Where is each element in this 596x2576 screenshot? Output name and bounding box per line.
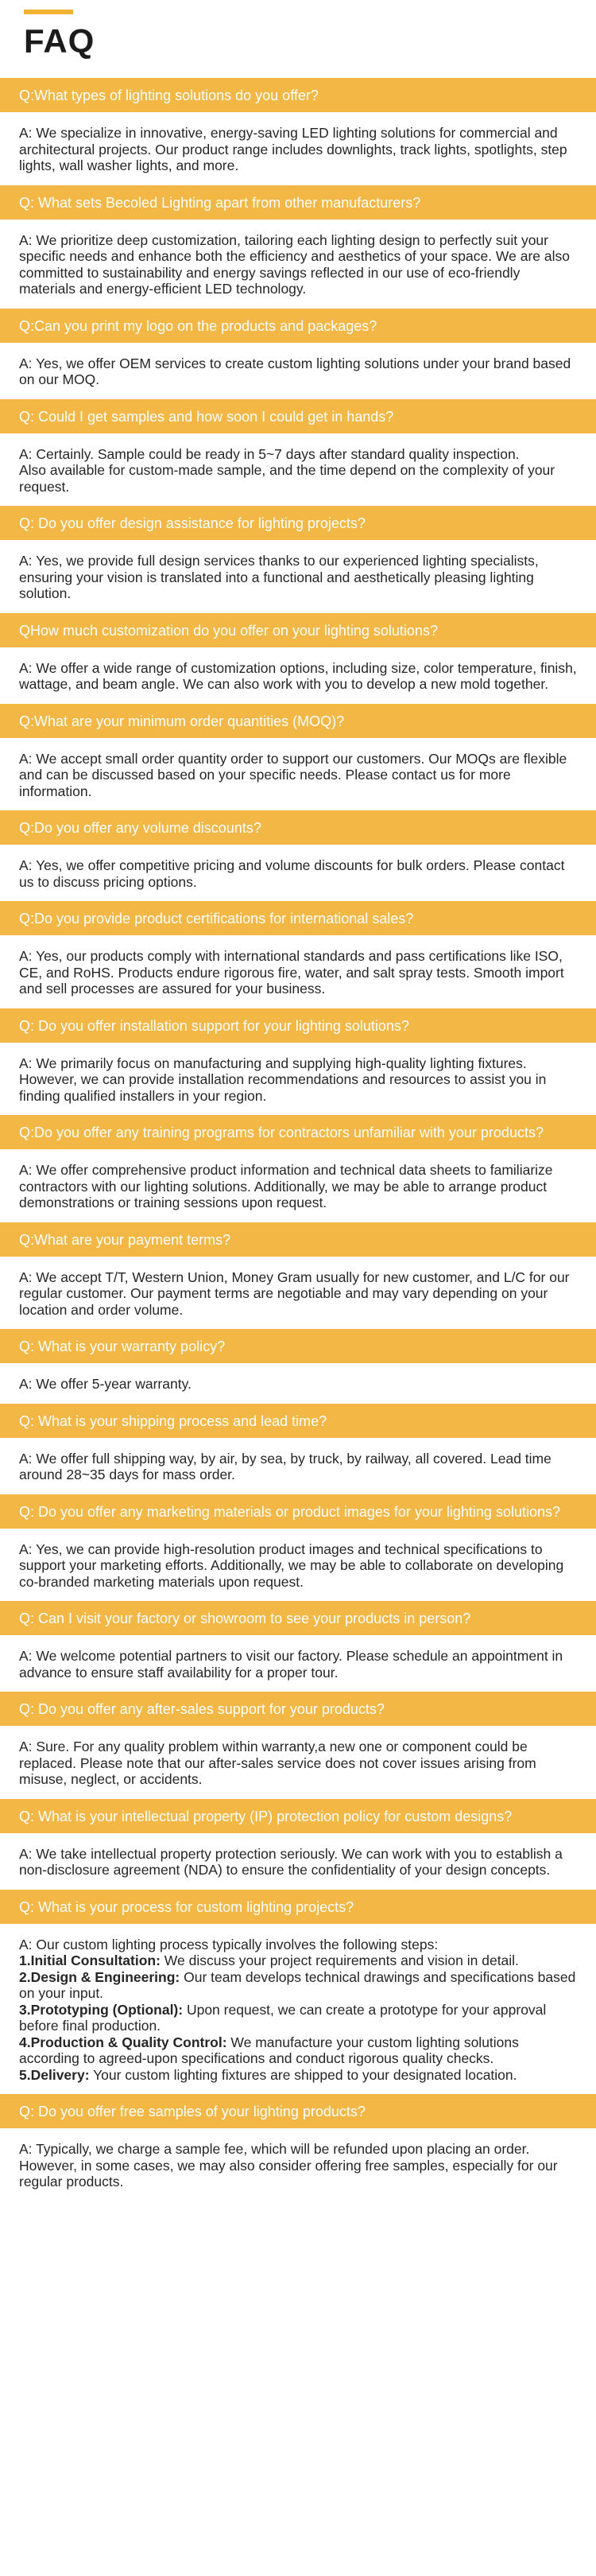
process-step-label: 1.Initial Consultation: xyxy=(19,1952,161,1968)
process-step-label: 4.Production & Quality Control: xyxy=(19,2034,227,2050)
faq-answer xyxy=(0,647,596,704)
faq-item xyxy=(0,810,596,901)
faq-question-text: Q: Could I get samples and how soon I could get in hands? xyxy=(19,408,394,425)
process-step xyxy=(19,1969,577,2002)
faq-answer-line: A: We offer 5-year warranty. xyxy=(19,1376,192,1392)
faq-question-text: Q: What sets Becoled Lighting apart from other manufacturers? xyxy=(19,194,421,211)
faq-answer xyxy=(0,1635,596,1692)
faq-item xyxy=(0,704,596,811)
faq-question-text: Q: Do you offer installation support for your lighting solutions? xyxy=(19,1017,409,1034)
process-step-label: 5.Delivery: xyxy=(19,2066,90,2083)
faq-question-text: Q:What are your minimum order quantities (MOQ)? xyxy=(19,713,345,729)
faq-answer xyxy=(0,845,596,901)
faq-answer xyxy=(0,1833,596,1890)
faq-answer-line: A: We prioritize deep customization, tailoring each lighting design to perfectly suit your specific needs and enhance both the efficiency and aesthetics of your space. We are also committed to sustainability and energy savings reflected in our use of eco-friendly materials and energy-efficient LED technology. xyxy=(19,231,570,297)
faq-question-text: Q: What is your process for custom lighting projects? xyxy=(19,1898,354,1915)
process-step-label: 2.Design & Engineering: xyxy=(19,1968,180,1985)
faq-question-bar[interactable] xyxy=(0,1115,596,1149)
faq-question-bar[interactable] xyxy=(0,613,596,647)
faq-question-bar[interactable] xyxy=(0,1890,596,1924)
faq-question-bar[interactable] xyxy=(0,1329,596,1363)
faq-question-text: Q: Do you offer design assistance for lighting projects? xyxy=(19,515,366,531)
faq-question-bar[interactable] xyxy=(0,810,596,845)
faq-answer xyxy=(0,1043,596,1116)
faq-answer-line: A: We accept T/T, Western Union, Money Gram usually for new customer, and L/C for our regular customer. Our payment terms are negotiable and may vary depending on your location and order volume. xyxy=(19,1269,570,1318)
faq-answer xyxy=(0,343,596,399)
faq-item xyxy=(0,1404,596,1494)
faq-answer xyxy=(0,540,596,613)
faq-question-bar[interactable] xyxy=(0,1692,596,1726)
title-accent-bar xyxy=(24,10,73,14)
faq-question-bar[interactable] xyxy=(0,1799,596,1833)
faq-answer-line: A: Sure. For any quality problem within warranty,a new one or component could be replaced. Please note that our after-sales service does not cover issues arising from misuse, neglect, or accidents. xyxy=(19,1739,536,1787)
faq-question-bar[interactable] xyxy=(0,1222,596,1257)
faq-item xyxy=(0,1222,596,1330)
faq-answer-line: A: We specialize in innovative, energy-saving LED lighting solutions for commercial and architectural projects. Our product range includes downlights, track lights, spotlights, step lights, wall washer lights, and more. xyxy=(19,125,567,173)
faq-answer-line: A: Typically, we charge a sample fee, which will be refunded upon placing an order. However, in some cases, we may also consider offering free samples, especially for our regular products. xyxy=(19,2141,558,2189)
faq-item xyxy=(0,1329,596,1404)
faq-question-text: Q:Can you print my logo on the products and packages? xyxy=(19,317,377,334)
faq-item xyxy=(0,2094,596,2201)
faq-list xyxy=(0,78,596,2201)
faq-answer xyxy=(0,1257,596,1330)
process-step xyxy=(19,2002,577,2034)
faq-item xyxy=(0,309,596,399)
faq-answer xyxy=(0,1529,596,1602)
faq-question-text: Q: What is your shipping process and lead time? xyxy=(19,1412,327,1429)
process-step xyxy=(19,2034,577,2067)
faq-answer xyxy=(0,1363,596,1404)
faq-answer-line: A: Yes, we provide full design services thanks to our experienced lighting specialists, ensuring your vision is translated into a functional and aesthetically pleasing lighting solution. xyxy=(19,553,539,601)
faq-item xyxy=(0,1494,596,1602)
faq-question-text: Q: Do you offer free samples of your lighting products? xyxy=(19,2104,366,2119)
faq-answer xyxy=(0,112,596,185)
faq-answer-line: A: We primarily focus on manufacturing and supplying high-quality lighting fixtures. However, we can provide installation recommendations and resources to assist you in finding qualified installers in your region. xyxy=(19,1055,547,1104)
faq-answer-line: A: Certainly. Sample could be ready in 5~7 days after standard quality inspection. xyxy=(19,445,520,462)
faq-answer xyxy=(0,1438,596,1494)
process-step xyxy=(19,2067,577,2084)
faq-answer xyxy=(0,1726,596,1799)
faq-answer-line: A: We accept small order quantity order to support our customers. Our MOQs are flexible and can be discussed based on your specific needs. Please contact us for more information. xyxy=(19,750,567,799)
faq-question-bar[interactable] xyxy=(0,309,596,343)
faq-question-text: Q:Do you offer any training programs for contractors unfamiliar with your products? xyxy=(19,1125,544,1140)
faq-item xyxy=(0,1890,596,2095)
faq-answer xyxy=(0,738,596,811)
faq-question-text: Q: What is your warranty policy? xyxy=(19,1339,226,1354)
faq-question-text: Q:What types of lighting solutions do you offer? xyxy=(19,87,319,103)
faq-answer xyxy=(0,1149,596,1222)
faq-item xyxy=(0,399,596,507)
faq-question-bar[interactable] xyxy=(0,704,596,738)
faq-question-bar[interactable] xyxy=(0,185,596,220)
faq-question-text: Q: What is your intellectual property (IP) protection policy for custom designs? xyxy=(19,1808,513,1824)
process-step-label: 3.Prototyping (Optional): xyxy=(19,2001,184,2018)
faq-question-bar[interactable] xyxy=(0,1601,596,1635)
faq-answer-line: A: We take intellectual property protection seriously. We can work with you to establish a non-disclosure agreement (NDA) to ensure the confidentiality of your design concepts. xyxy=(19,1845,563,1878)
process-step-text: We discuss your project requirements and vision in detail. xyxy=(160,1952,519,1968)
faq-question-bar[interactable] xyxy=(0,399,596,433)
faq-item xyxy=(0,1115,596,1222)
process-step-text: Our team develops technical drawings and specifications based on your input. xyxy=(19,1968,576,2001)
faq-question-bar[interactable] xyxy=(0,1494,596,1529)
faq-answer-line: A: Yes, we offer OEM services to create custom lighting solutions under your brand based on our MOQ. xyxy=(19,355,571,387)
faq-answer-line: A: We offer comprehensive product information and technical data sheets to familiarize contractors with our lighting solutions. Additionally, we may be able to arrange product demonstrations or training sessions upon request. xyxy=(19,1162,553,1210)
faq-question-bar[interactable] xyxy=(0,901,596,935)
faq-question-text: Q:Do you offer any volume discounts? xyxy=(19,820,261,836)
faq-item xyxy=(0,78,596,185)
faq-answer-line: A: Yes, we can provide high-resolution product images and technical specifications to support your marketing efforts. Additionally, we may be able to collaborate on developing co-branded marketing materials upon request. xyxy=(19,1541,564,1590)
faq-answer xyxy=(0,1924,596,2095)
faq-question-bar[interactable] xyxy=(0,2094,596,2128)
faq-answer-line: A: Yes, we offer competitive pricing and volume discounts for bulk orders. Please contact us to discuss pricing options. xyxy=(19,857,565,890)
faq-question-text: QHow much customization do you offer on your lighting solutions? xyxy=(19,622,438,639)
process-step-text: Your custom lighting fixtures are shipped to your designated location. xyxy=(89,2066,517,2083)
faq-question-bar[interactable] xyxy=(0,506,596,540)
faq-answer-line: Also available for custom-made sample, and the time depend on the complexity of your request. xyxy=(19,462,555,495)
faq-question-text: Q: Do you offer any after-sales support for your products? xyxy=(19,1701,385,1717)
faq-item xyxy=(0,613,596,704)
faq-header xyxy=(0,0,596,78)
faq-question-bar[interactable] xyxy=(0,78,596,112)
faq-question-bar[interactable] xyxy=(0,1008,596,1043)
faq-answer xyxy=(0,220,596,309)
faq-answer-line: A: We offer a wide range of customization options, including size, color temperature, finish, wattage, and beam angle. We can also work with you to develop a new mold together. xyxy=(19,659,577,692)
faq-question-text: Q: Do you offer any marketing materials or product images for your lighting solutions? xyxy=(19,1503,560,1520)
page-title: FAQ xyxy=(24,22,95,60)
faq-item xyxy=(0,506,596,613)
faq-question-text: Q: Can I visit your factory or showroom to see your products in person? xyxy=(19,1610,471,1626)
process-step xyxy=(19,1952,577,1969)
faq-item xyxy=(0,901,596,1008)
faq-answer xyxy=(0,935,596,1008)
faq-answer-line: A: Yes, our products comply with international standards and pass certifications like ISO, CE, and RoHS. Products endure rigorous fire, water, and salt spray tests. Smooth import and sell processes are assured for your business. xyxy=(19,948,564,997)
faq-answer xyxy=(0,2128,596,2201)
faq-question-text: Q:Do you provide product certifications for international sales? xyxy=(19,911,414,927)
process-step-text: We manufacture your custom lighting solutions according to agreed-upon specifications and conduct rigorous quality checks. xyxy=(19,2034,519,2066)
faq-answer xyxy=(0,433,596,507)
faq-item xyxy=(0,1799,596,1890)
faq-answer-line: A: Our custom lighting process typically involves the following steps: xyxy=(19,1936,439,1952)
faq-question-bar[interactable] xyxy=(0,1404,596,1438)
faq-question-text: Q:What are your payment terms? xyxy=(19,1231,231,1248)
faq-item xyxy=(0,1601,596,1692)
faq-item xyxy=(0,185,596,309)
faq-answer-line: A: We offer full shipping way, by air, by sea, by truck, by railway, all covered. Lead time around 28~35 days for mass order. xyxy=(19,1450,551,1482)
faq-item xyxy=(0,1692,596,1799)
faq-answer-line: A: We welcome potential partners to visit our factory. Please schedule an appointment in advance to ensure staff availability for a proper tour. xyxy=(19,1648,563,1680)
faq-item xyxy=(0,1008,596,1116)
process-step-text: Upon request, we can create a prototype for your approval before final production. xyxy=(19,2001,547,2034)
